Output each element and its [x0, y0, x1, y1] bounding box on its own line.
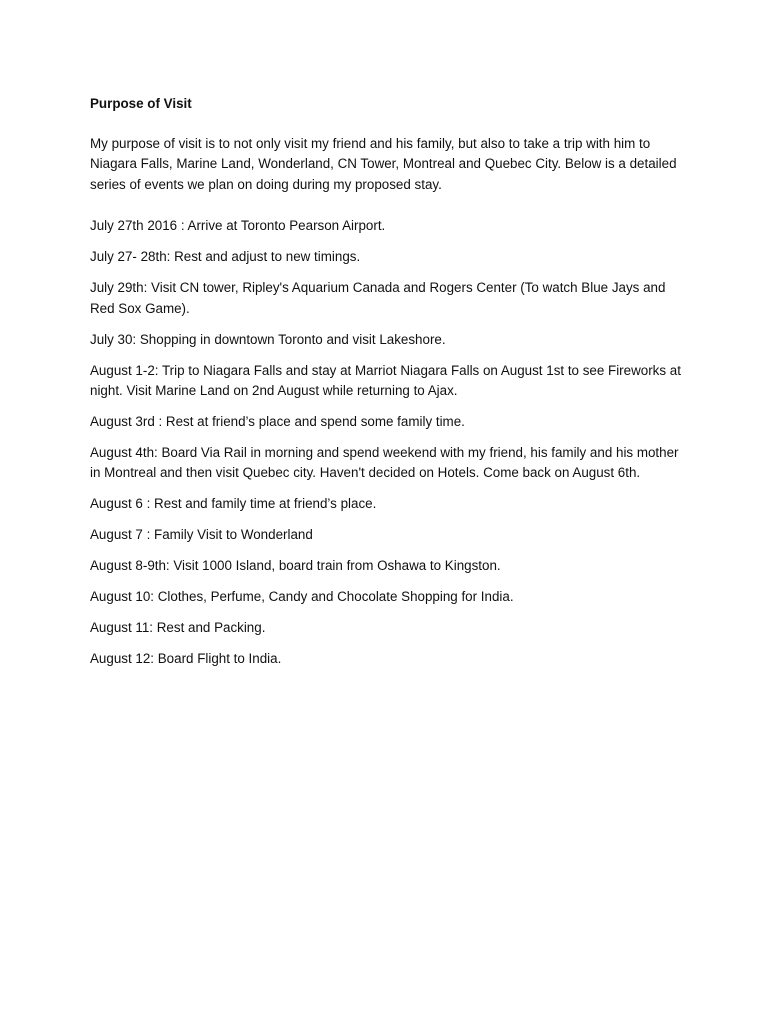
itinerary-entry: July 30: Shopping in downtown Toronto and visit Lakeshore.	[90, 331, 446, 347]
itinerary-entry: July 29th: Visit CN tower, Ripley's Aquarium Canada and Rogers Center (To watch Blue Jays and Red Sox Game).	[90, 280, 666, 316]
itinerary-entry: August 1-2: Trip to Niagara Falls and stay at Marriot Niagara Falls on August 1st to see Fireworks at night. Visit Marine Land on 2nd August while returning to Ajax.	[90, 362, 681, 399]
itinerary-entry: July 27- 28th: Rest and adjust to new timings.	[90, 249, 361, 265]
itinerary-entry: August 3rd : Rest at friend’s place and spend some family time.	[90, 414, 465, 430]
itinerary-entry: August 11: Rest and Packing.	[90, 620, 266, 636]
itinerary-entry: July 27th 2016 : Arrive at Toronto Pearson Airport.	[90, 218, 386, 234]
itinerary-entry: August 8-9th: Visit 1000 Island, board train from Oshawa to Kingston.	[90, 558, 501, 574]
document-heading: Purpose of Visit	[90, 96, 192, 111]
document-page	[90, 94, 682, 680]
itinerary-list	[90, 216, 682, 670]
itinerary-entry: August 10: Clothes, Perfume, Candy and Chocolate Shopping for India.	[90, 589, 514, 605]
itinerary-entry: August 4th: Board Via Rail in morning and spend weekend with my friend, his family and his mother in Montreal and then visit Quebec city. Haven't decided on Hotels. Come back on August 6th.	[90, 445, 679, 481]
itinerary-entry: August 7 : Family Visit to Wonderland	[90, 527, 313, 543]
itinerary-entry: August 6 : Rest and family time at friend’s place.	[90, 496, 377, 512]
itinerary-entry: August 12: Board Flight to India.	[90, 651, 282, 667]
intro-paragraph: My purpose of visit is to not only visit my friend and his family, but also to take a trip with him to Niagara Falls, Marine Land, Wonderland, CN Tower, Montreal and Quebec City. Below is a detailed series of events we plan on doing during my proposed stay.	[90, 136, 677, 192]
